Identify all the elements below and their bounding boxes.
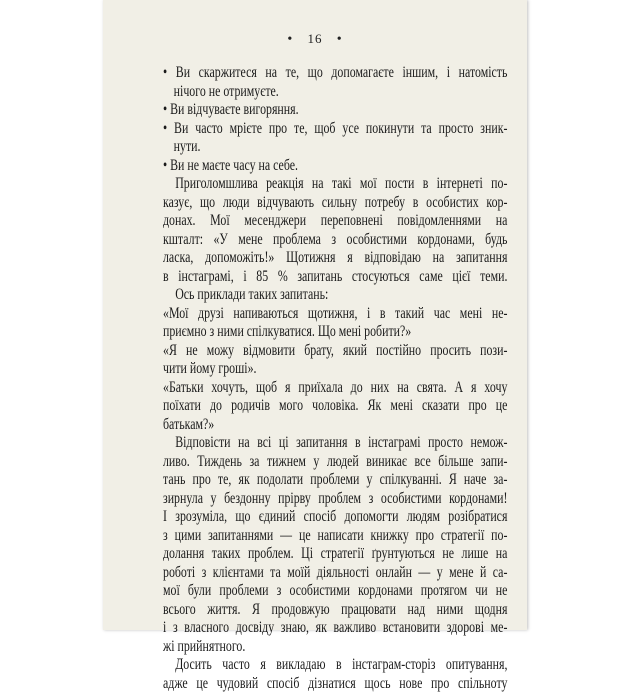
text-line: всього життя. Я продовжую працювати над ними щодня bbox=[163, 601, 507, 620]
page-number bbox=[103, 31, 527, 48]
page-number-value: 16 bbox=[308, 31, 323, 46]
text-line: ласка, допоможіть!» Щотижня я відповідаю на запитання bbox=[163, 249, 507, 268]
page-number-dot-left: • bbox=[287, 32, 293, 47]
text-line: з цими запитаннями — це написати книжку про стратегії по- bbox=[163, 527, 507, 546]
body-text bbox=[163, 64, 507, 693]
text-line: долання таких проблем. Ці стратегії ґрунтуються не лише на bbox=[163, 545, 507, 564]
text-line: казує, що люди відчувають сильну потребу в особистих кор- bbox=[163, 194, 507, 213]
text-line: Відповісти на всі ці запитання в інстаграмі просто немож- bbox=[163, 434, 507, 453]
text-line: зирнула у бездонну прірву проблем з особистими кордонами! bbox=[163, 490, 507, 509]
text-line: роботі з клієнтами та моїй діяльності онлайн — у мене й са- bbox=[163, 564, 507, 583]
text-line: «Батьки хочуть, щоб я приїхала до них на свята. А я хочу bbox=[163, 379, 507, 398]
text-line: тань про те, як подолати проблеми у спілкуванні. Я наче за- bbox=[163, 471, 507, 490]
text-line: • Ви часто мрієте про те, щоб усе покинути та просто зник- bbox=[163, 120, 507, 139]
text-line: • Ви скаржитеся на те, що допомагаєте іншим, і натомість bbox=[163, 64, 507, 83]
text-line: адже це чудовий спосіб дізнатися щось нове про спільноту bbox=[163, 675, 507, 693]
text-line: в інстаграмі, і 85 % запитань стосуються саме цієї теми. bbox=[163, 268, 507, 287]
page-number-dot-right: • bbox=[337, 32, 343, 47]
text-line: Досить часто я викладаю в інстаграм-сторіз опитування, bbox=[163, 656, 507, 675]
text-line: «Я не можу відмовити брату, який постійно просить пози- bbox=[163, 342, 507, 361]
book-page bbox=[103, 0, 527, 630]
text-line: «Мої друзі напиваються щотижня, і в такий час мені не- bbox=[163, 305, 507, 324]
text-line: жі прийнятного. bbox=[163, 638, 507, 657]
text-line: і з власного досвіду знаю, як важливо встановити здорові ме- bbox=[163, 619, 507, 638]
text-line: І зрозуміла, що єдиний спосіб допомогти людям розібратися bbox=[163, 508, 507, 527]
text-line: • Ви не маєте часу на себе. bbox=[163, 157, 507, 176]
text-line: нути. bbox=[163, 138, 507, 157]
text-line: поїхати до родичів мого чоловіка. Як мені сказати про це bbox=[163, 397, 507, 416]
text-line: Приголомшлива реакція на такі мої пости в інтернеті по- bbox=[163, 175, 507, 194]
text-line: батькам?» bbox=[163, 416, 507, 435]
text-line: кшталт: «У мене проблема з особистими кордонами, будь bbox=[163, 231, 507, 250]
text-line: мої були проблеми з особистими кордонами протягом чи не bbox=[163, 582, 507, 601]
text-line: донах. Мої месенджери переповнені повідомленнями на bbox=[163, 212, 507, 231]
text-line: Ось приклади таких запитань: bbox=[163, 286, 507, 305]
text-line: чити йому гроші». bbox=[163, 360, 507, 379]
text-line: ливо. Тиждень за тижнем у людей виникає все більше запи- bbox=[163, 453, 507, 472]
text-line: приємно з ними спілкуватися. Що мені робити?» bbox=[163, 323, 507, 342]
text-line: • Ви відчуваєте вигоряння. bbox=[163, 101, 507, 120]
text-line: нічого не отримуєте. bbox=[163, 83, 507, 102]
